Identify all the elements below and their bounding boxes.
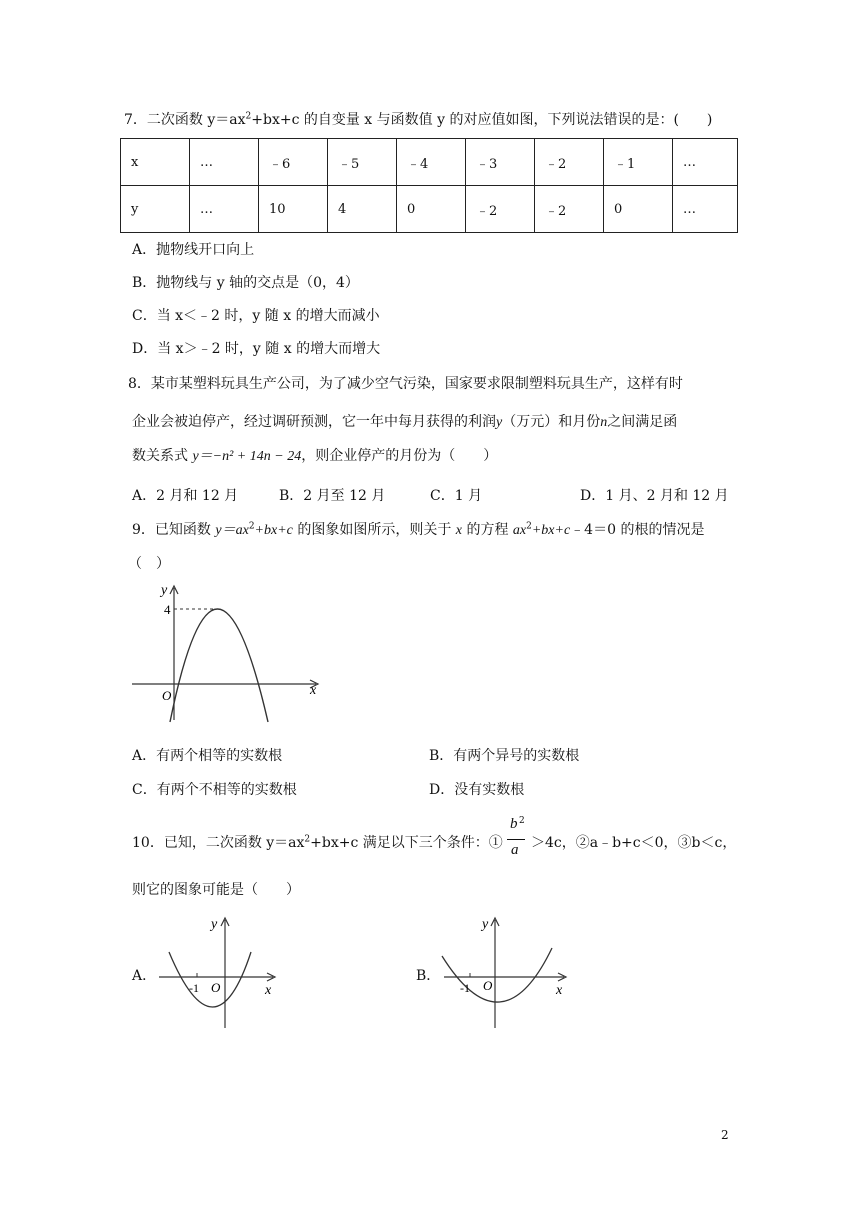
q9-option-c[interactable]: C．有两个不相等的实数根 — [132, 782, 297, 798]
q8-unit: （万元）和月份 — [502, 414, 601, 430]
tick-label: -1 — [189, 981, 199, 995]
q9-func-post: +bx+c — [254, 523, 293, 538]
table-cell: ﹣1 — [604, 139, 673, 186]
table-cell: 10 — [259, 186, 328, 233]
table-cell: 0 — [397, 186, 466, 233]
fraction-numerator: b — [510, 816, 518, 832]
table-cell: 0 — [604, 186, 673, 233]
table-cell: y — [121, 186, 190, 233]
q7-option-d[interactable]: D．当 x＞﹣2 时，y 随 x 的增大而增大 — [132, 341, 381, 357]
table-cell: ﹣5 — [328, 139, 397, 186]
q9-option-a[interactable]: A．有两个相等的实数根 — [132, 748, 283, 764]
q8-line-2-pre: 企业会被迫停产，经过调研预测，它一年中每月获得的利润 — [132, 414, 496, 430]
fraction-bar — [507, 839, 525, 840]
q7-sup: 2 — [245, 111, 252, 122]
q10-line-1-pre: 10．已知，二次函数 y＝ax — [132, 835, 305, 851]
q10-line-2: 则它的图象可能是（ ） — [132, 882, 300, 898]
q8-option-a[interactable]: A．2 月和 12 月 — [132, 488, 239, 504]
table-row-x — [121, 139, 738, 186]
q8-option-b[interactable]: B．2 月至 12 月 — [279, 488, 386, 504]
q8-line-1: 8．某市某塑料玩具生产公司，为了减少空气污染，国家要求限制塑料玩具生产，这样有时 — [128, 376, 683, 392]
parabola-curve — [170, 609, 268, 722]
y-axis-label: y — [482, 917, 489, 932]
q8-var-y: y — [496, 415, 503, 430]
q10-fraction — [506, 816, 528, 866]
table-cell: ﹣4 — [397, 139, 466, 186]
q9-line-1-mid: 的图象如图所示，则关于 — [297, 522, 452, 538]
origin-label: O — [162, 688, 172, 703]
q8-var-n: n — [600, 415, 608, 430]
q8-line-2 — [132, 412, 677, 433]
q10-option-a[interactable]: A． — [132, 968, 157, 984]
table-cell: ﹣2 — [535, 139, 604, 186]
q10-graph-a[interactable] — [155, 912, 285, 1032]
q9-option-b[interactable]: B．有两个异号的实数根 — [429, 748, 580, 764]
q9-func: y＝ax — [215, 523, 249, 538]
x-axis-label: x — [310, 683, 317, 698]
q8-line-3-post: ，则企业停产的月份为（ ） — [301, 448, 498, 464]
q9-eq-sup: 2 — [526, 521, 532, 532]
q9-func-sup: 2 — [248, 521, 255, 532]
q8-option-d[interactable]: D．1 月、2 月和 12 月 — [580, 488, 729, 504]
q9-eq: ax — [512, 523, 527, 538]
q9-line-1-mid2: 的方程 — [466, 522, 509, 538]
table-row-y — [121, 186, 738, 233]
parabola-curve — [442, 948, 552, 1002]
table-cell: 4 — [328, 186, 397, 233]
table-cell: … — [673, 186, 738, 233]
q9-parabola-graph — [128, 580, 338, 730]
y-axis-label: y — [161, 583, 168, 598]
table-cell: ﹣2 — [535, 186, 604, 233]
q10-sup: 2 — [304, 834, 311, 845]
q7-stem-post: +bx+c 的自变量 x 与函数值 y 的对应值如图，下列说法错误的是：( ) — [251, 112, 713, 128]
tick-label: -1 — [460, 981, 470, 995]
x-axis-label: x — [265, 983, 272, 998]
q9-line-1-pre: 9．已知函数 — [132, 522, 211, 538]
origin-label: O — [483, 978, 493, 993]
q7-option-a[interactable]: A．抛物线开口向上 — [132, 242, 255, 258]
table-cell: ﹣2 — [466, 186, 535, 233]
q7-option-c[interactable]: C．当 x＜﹣2 时，y 随 x 的增大而减小 — [132, 308, 380, 324]
q7-value-table — [120, 138, 738, 233]
q10-line-1-left — [132, 833, 503, 853]
fraction-numerator-sup: 2 — [519, 816, 525, 826]
table-cell: x — [121, 139, 190, 186]
q9-line-2: （ ） — [128, 556, 170, 572]
q7-stem — [124, 110, 712, 130]
q9-option-d[interactable]: D．没有实数根 — [429, 782, 525, 798]
table-cell: ﹣6 — [259, 139, 328, 186]
origin-label: O — [211, 980, 221, 995]
parabola-curve — [169, 952, 251, 1007]
q7-stem-pre: 7．二次函数 y＝ax — [124, 112, 246, 128]
q9-eq-tail: ﹣4＝0 的根的情况是 — [570, 522, 705, 538]
q8-line-2-post: 之间满足函 — [607, 414, 678, 430]
q7-option-b[interactable]: B．抛物线与 y 轴的交点是（0，4） — [132, 275, 359, 291]
x-axis-label: x — [556, 983, 563, 998]
table-cell: … — [190, 139, 259, 186]
peak-label: 4 — [164, 602, 171, 617]
q9-var-x: x — [455, 523, 462, 538]
q10-line-1-right: ＞4c，②a﹣b+c＜0，③b＜c， — [531, 835, 737, 851]
q8-formula: y＝−n² + 14n − 24 — [192, 449, 302, 464]
fraction-denominator: a — [511, 842, 519, 858]
table-cell: … — [673, 139, 738, 186]
q8-option-c[interactable]: C．1 月 — [430, 488, 483, 504]
q8-line-3 — [132, 446, 497, 467]
q9-eq-post: +bx+c — [531, 523, 571, 538]
q10-option-b[interactable]: B． — [416, 968, 441, 984]
page-number: 2 — [721, 1128, 729, 1142]
q10-graph-b[interactable] — [440, 912, 575, 1032]
table-cell: … — [190, 186, 259, 233]
q9-line-1 — [132, 520, 704, 541]
q10-line-1-mid: +bx+c 满足以下三个条件：① — [310, 835, 503, 851]
y-axis-label: y — [211, 917, 218, 932]
table-cell: ﹣3 — [466, 139, 535, 186]
q8-line-3-pre: 数关系式 — [132, 448, 188, 464]
